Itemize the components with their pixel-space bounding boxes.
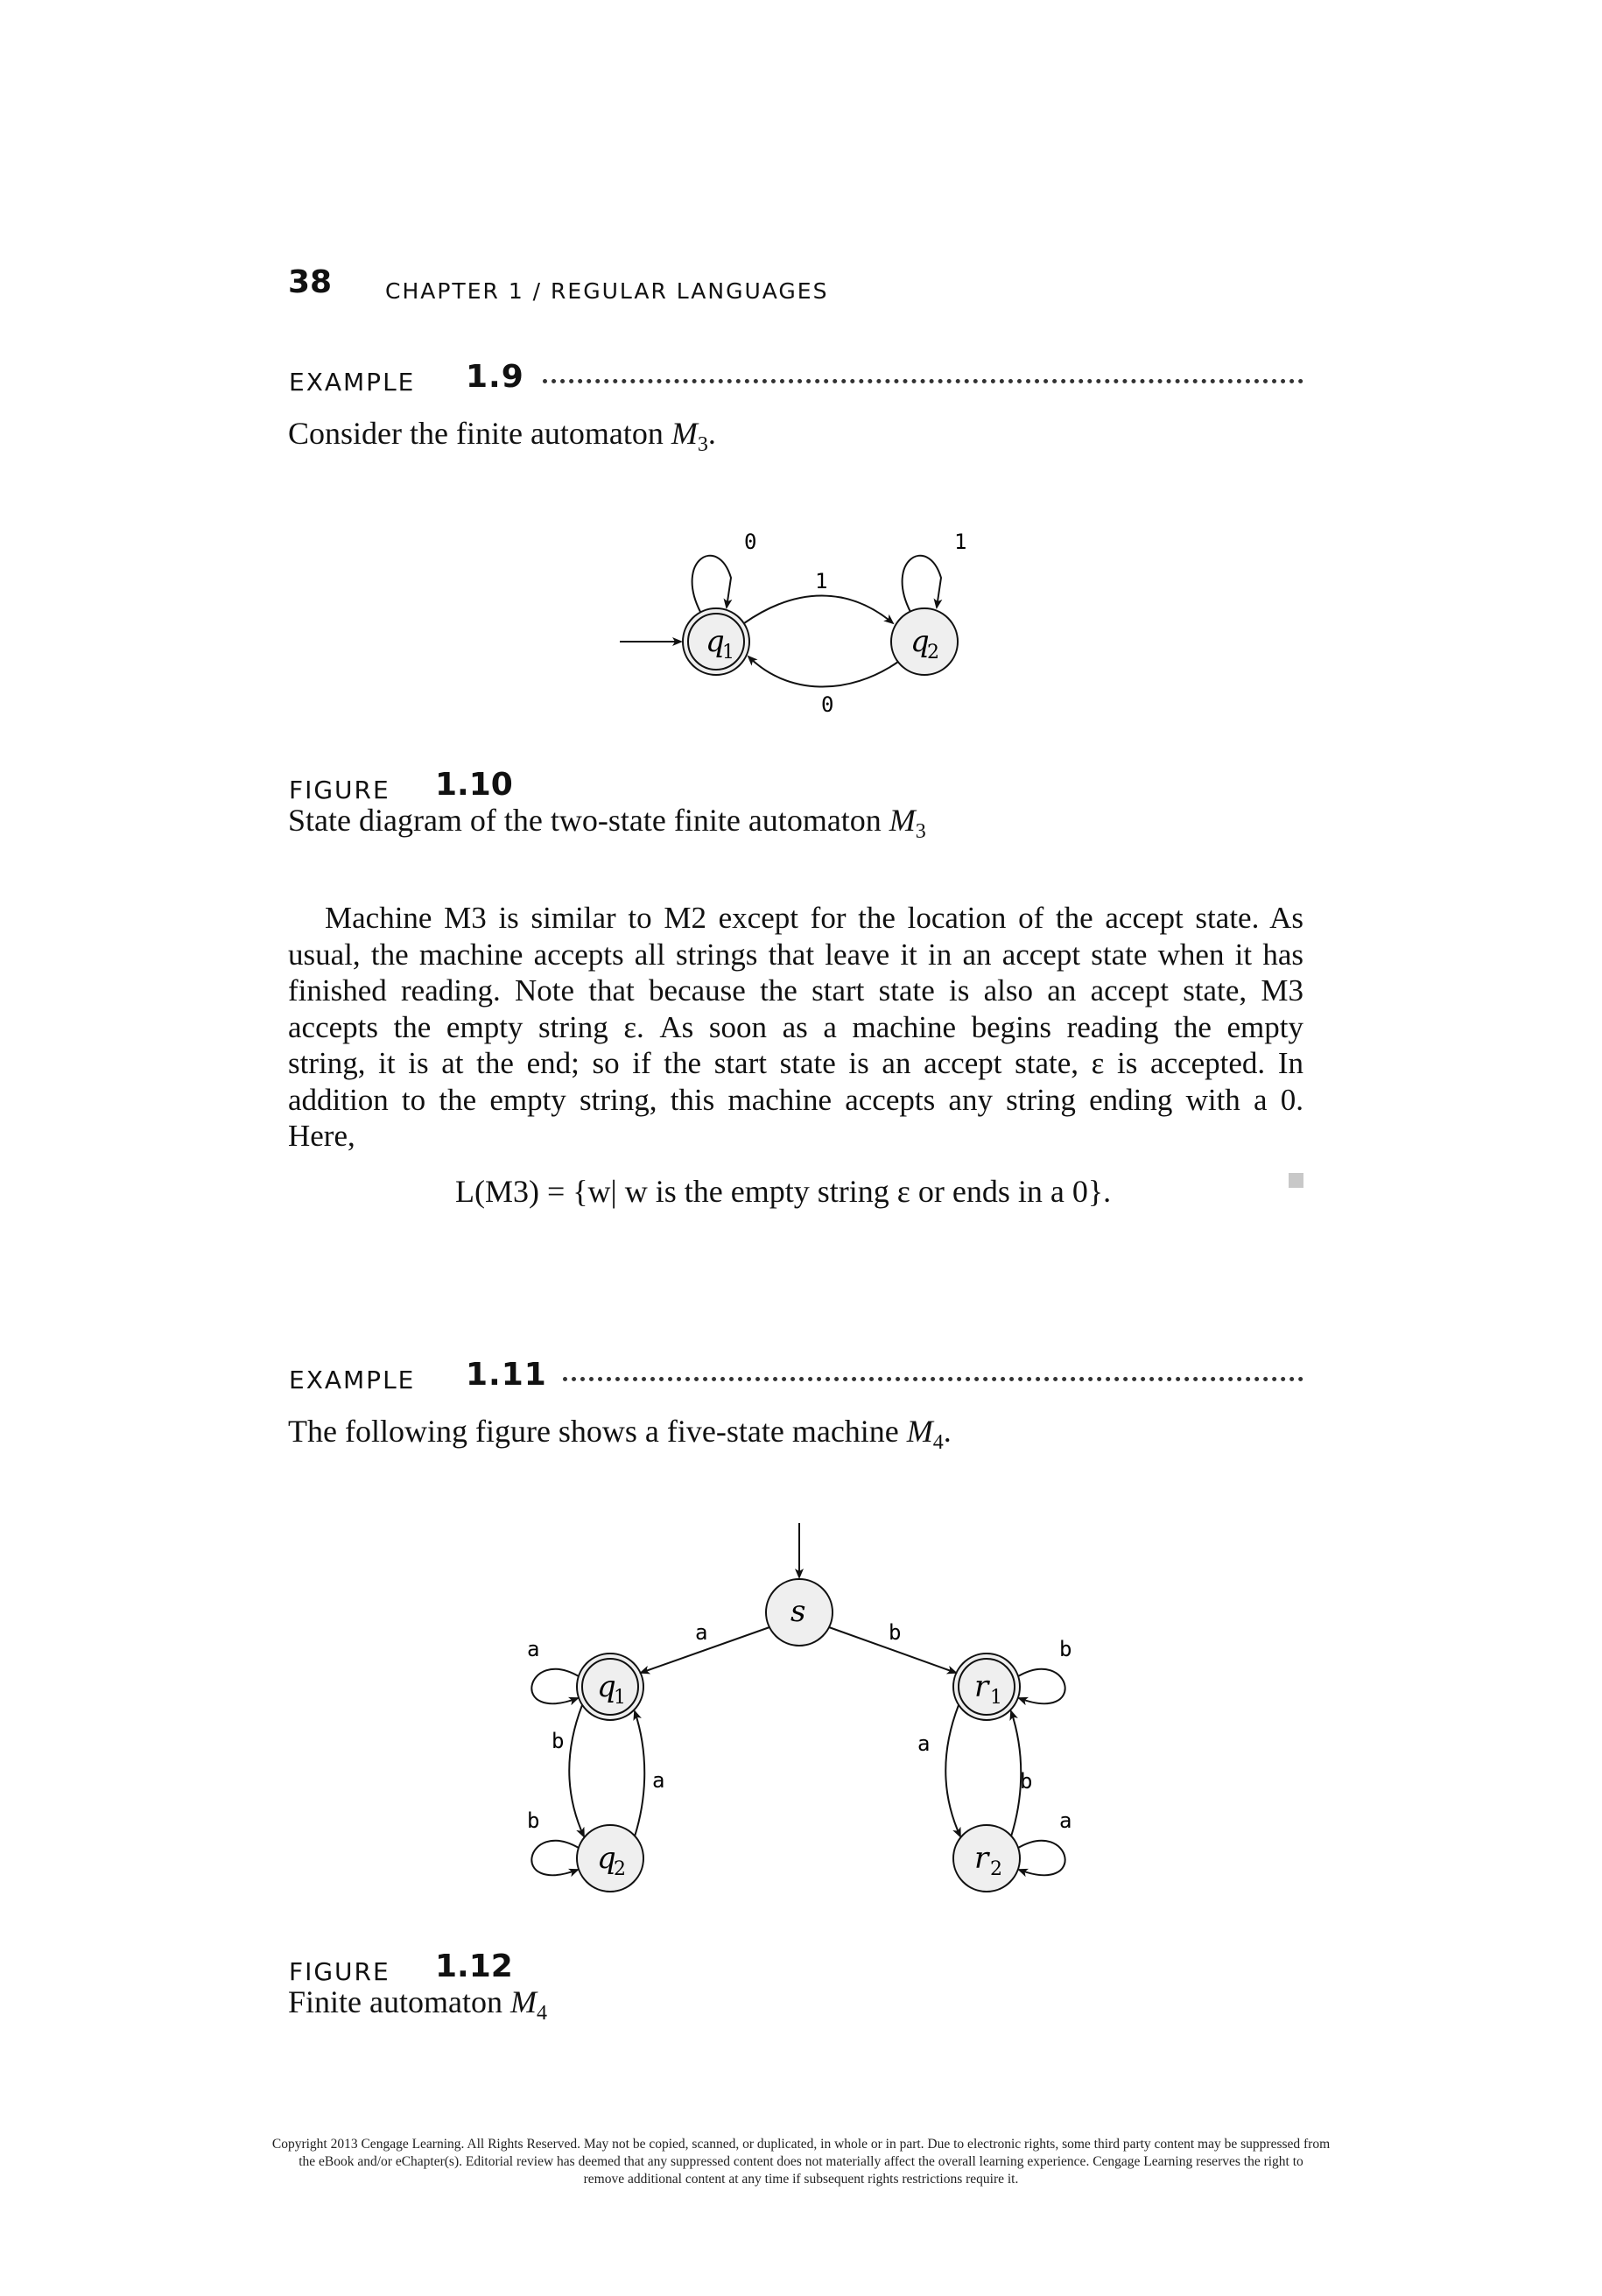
svg-text:r: r [974, 1669, 989, 1704]
body-paragraph [288, 900, 1303, 1155]
svg-text:s: s [790, 1594, 806, 1629]
label-r2-r2: a [1059, 1808, 1072, 1833]
state-diagram-m4 [490, 1514, 1112, 1917]
svg-text:1: 1 [990, 1687, 1002, 1709]
paragraph-line: accepts the empty string ε. As soon as a machine begins reading the empty [288, 1009, 1303, 1044]
paragraph-line: string, it is at the end; so if the start state is an accept state, ε is accepted. In [288, 1046, 1303, 1080]
language-formula: L(M3) = {w| w is the empty string ε or ends in a 0}. [455, 1174, 1112, 1209]
svg-text:q: q [910, 624, 930, 659]
transition-q1-q1 [692, 556, 731, 612]
example-intro: Consider the finite automaton $M_3$. [288, 416, 716, 457]
footer-line: Copyright 2013 Cengage Learning. All Rights Reserved. May not be copied, scanned, or duplicated, in whole or in part. Due to electronic rights, some third party content may be suppressed from [271, 2137, 1331, 2152]
svg-text:1: 1 [722, 642, 734, 664]
label-q2-q2: 1 [954, 530, 967, 554]
svg-text:2: 2 [927, 642, 939, 664]
figure-caption: State diagram of the two-state finite automaton $M_3$ [288, 803, 926, 844]
svg-text:1: 1 [614, 1687, 626, 1709]
svg-text:q: q [706, 624, 725, 659]
copyright-footer [201, 2136, 1401, 2188]
example-rule [563, 1377, 1303, 1381]
chapter-heading: CHAPTER 1 / REGULAR LANGUAGES [385, 278, 829, 304]
paragraph-line: addition to the empty string, this machine accepts any string ending with a 0. [288, 1082, 1303, 1117]
svg-text:2: 2 [614, 1858, 626, 1880]
label-q2-q1: 0 [821, 692, 834, 717]
label-q1-q1: 0 [744, 530, 757, 554]
label-q1-q2: 1 [815, 569, 828, 593]
transition-r1-r2 [945, 1705, 960, 1836]
state-r2 [953, 1825, 1020, 1892]
state-q1 [683, 608, 749, 675]
state-q2 [891, 608, 958, 675]
example-intro: The following figure shows a five-state machine $M_4$. [288, 1414, 952, 1455]
label-s-r1: b [889, 1620, 902, 1645]
figure-number: 1.10 [435, 767, 513, 803]
transition-q1-q2 [569, 1705, 584, 1836]
label-r1-r2: a [917, 1731, 931, 1756]
figure-caption: Finite automaton $M_4$ [288, 1984, 547, 2026]
transition-r1-r1 [1018, 1669, 1065, 1703]
state-r1 [953, 1654, 1020, 1720]
footer-line: the eBook and/or eChapter(s). Editorial review has deemed that any suppressed content does not materially affect the overall learning experience. Cengage Learning reserves the right to [299, 2154, 1303, 2169]
transition-q2-q2 [531, 1841, 579, 1875]
svg-text:q: q [597, 1841, 616, 1876]
example-number: 1.11 [466, 1357, 547, 1393]
svg-text:2: 2 [990, 1858, 1002, 1880]
transition-q2-q2 [903, 556, 941, 612]
svg-text:q: q [597, 1669, 616, 1704]
footer-line: remove additional content at any time if subsequent rights restrictions require it. [583, 2172, 1019, 2187]
figure-number: 1.12 [435, 1948, 513, 1984]
label-s-q1: a [695, 1620, 708, 1645]
transition-q1-q1 [531, 1669, 579, 1703]
state-q2 [577, 1825, 643, 1892]
transition-r2-r2 [1018, 1841, 1065, 1875]
figure-label: FIGURE [289, 776, 390, 804]
paragraph-line: Machine M3 is similar to M2 except for the location of the accept state. As [325, 901, 1303, 935]
label-r1-r1: b [1059, 1637, 1072, 1661]
figure-label: FIGURE [289, 1957, 390, 1986]
state-q1 [577, 1654, 643, 1720]
example-rule [543, 379, 1303, 383]
example-number: 1.9 [466, 359, 524, 395]
state-s [766, 1579, 833, 1646]
paragraph-line: usual, the machine accepts all strings that leave it in an accept state when it has [288, 937, 1303, 972]
transition-q2-q1 [748, 657, 898, 687]
transition-q2-q1 [635, 1711, 644, 1836]
paragraph-line: finished reading. Note that because the start state is also an accept state, M3 [288, 973, 1303, 1008]
state-diagram-m3 [604, 516, 1007, 727]
svg-text:r: r [974, 1841, 989, 1876]
end-of-example-marker [1289, 1173, 1303, 1188]
label-q2-q1: a [652, 1768, 665, 1793]
label-q1-q2: b [552, 1729, 565, 1753]
transition-q1-q2 [744, 596, 893, 624]
label-q1-q1: a [527, 1637, 540, 1661]
paragraph-line: Here, [288, 1119, 355, 1153]
page-number: 38 [288, 264, 333, 300]
example-label: EXAMPLE [289, 1366, 416, 1394]
label-q2-q2: b [527, 1808, 540, 1833]
label-r2-r1: b [1020, 1769, 1033, 1794]
example-label: EXAMPLE [289, 368, 416, 397]
